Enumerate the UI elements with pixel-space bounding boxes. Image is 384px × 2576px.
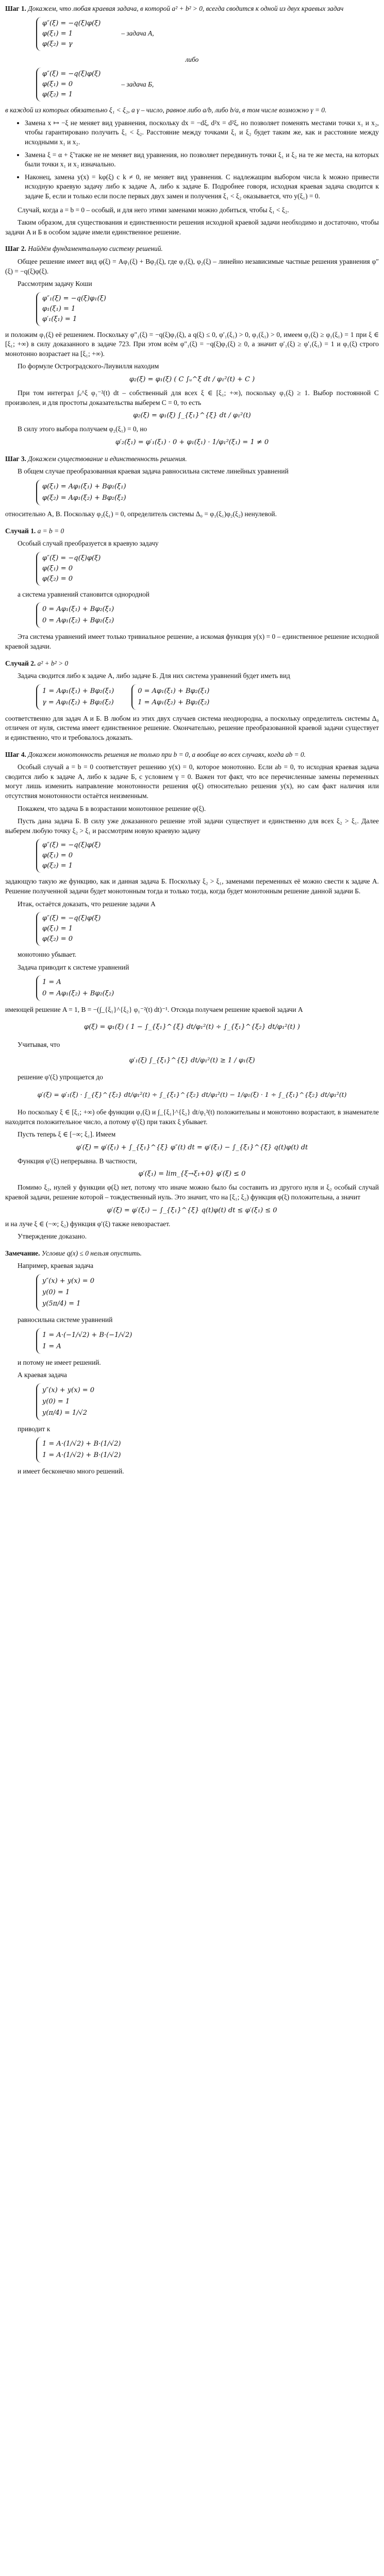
substitution-item: • Наконец, замена y(x) = kφ(ξ) с k ≠ 0, не меняет вид уравнения. С надлежащим выбором числа k можно привести исходную краевую задачу либо к задаче A, либо к задаче Б. Подробнее говоря, исходная краевая задача сводится к задаче Б, если и только если после первых двух замен и получения ξ₁ < ξ₂ оказывается, что y(ξ₁) = 0. (25, 173, 379, 201)
step4-paragraph: задающую такую же функцию, как и данная задача Б. Поскольку ξ₂ > ξ₁, заменами переменных её можно свести к задаче A. Решение полученной задачи будет монотонным тогда и только тогда, когда будет монотонным решение данной задачи Б. (5, 877, 379, 895)
special-boundary-system-body: φ″(ξ) = −q(ξ)φ(ξ) φ(ξ₁) = 0 φ(ξ₂) = 0 (36, 552, 106, 586)
example-equations-1-body: 1 = A·(−1/√2) + B·(−1/√2) 1 = A (36, 1328, 137, 1354)
step4-paragraph: Задача приводит к системе уравнений (18, 963, 129, 971)
step4-paragraph: Учитывая, что (18, 1040, 60, 1048)
step3-paragraph: Особый случай преобразуется в краевую задачу (18, 539, 159, 548)
step1-text: Докажем, что любая краевая задача, в которой a² + b² > 0, всегда сводится к одной из двух краевых задач (28, 5, 344, 12)
step4-heading: Шаг 4. (5, 750, 26, 758)
example-equations-2 (36, 1437, 379, 1463)
step2-title: Найдём фундаментальную систему решений. (28, 245, 163, 253)
equation-system (36, 975, 379, 1001)
step3-heading-line (5, 454, 379, 464)
remark-heading-line (5, 1249, 379, 1259)
step4-paragraph: Пусть теперь ξ ∈ [−∞; ξ₁]. Имеем (18, 1130, 116, 1139)
step2-paragraph: По формуле Остроградского-Лиувилля находим (18, 362, 159, 370)
formula-limit: φ′(ξ₁) = lim_{ξ→ξ₁+0} φ′(ξ) ≤ 0 (138, 1170, 246, 1178)
formula-solution-phi: φ(ξ) = φ₁(ξ) ( 1 − ∫_{ξ₁}^{ξ} dt/φ₁²(t) ÷ ∫_{ξ₁}^{ξ₂} dt/φ₁²(t) ) (84, 1023, 300, 1031)
task-a-system-body: φ″(ξ) = −q(ξ)φ(ξ) φ(ξ₁) = 1 φ(ξ₂) = 0 (36, 912, 106, 946)
case2-heading: Случай 2. (5, 659, 36, 667)
formula-phi2: φ₂(ξ) = φ₁(ξ) ∫_{ξ₁}^{ξ} dt / φ₁²(t) (133, 412, 251, 420)
special-boundary-system (36, 552, 379, 586)
case2-heading-line (5, 659, 379, 669)
case2-condition: a² + b² > 0 (37, 659, 69, 667)
homogeneous-system-body: 0 = Aφ₁(ξ₁) + Bφ₂(ξ₁) 0 = Aφ₁(ξ₂) + Bφ₂(ξ₂) (36, 602, 119, 628)
step2-paragraph: и положим φ₁(ξ) её решением. Поскольку φ″₁(ξ) = −q(ξ)φ₁(ξ), а q(ξ) ≤ 0, φ′₁(ξ₁) > 0, φ₁(ξ₁) > 0, имеем φ₁(ξ) ≥ φ₁(ξ₁) = 1 при ξ ∈ [ξ₁; +∞) в силу доказанного в задаче 723. При этом всём φ″₁(ξ) = −q(ξ)φ₁(ξ) ≥ 0, а значит φ′₁(ξ) ≥ φ′₁(ξ₁) = 1 и φ₁(ξ) строго монотонно возрастает на [ξ₁; +∞). (5, 330, 379, 358)
cauchy-system (36, 292, 379, 326)
system-task-a (36, 17, 379, 51)
step3-paragraph: Задача сводится либо к задаче A, либо задаче Б. Для них система уравнений будет иметь вид (18, 672, 290, 680)
cauchy-system-body: φ″₁(ξ) = −q(ξ)φ₁(ξ) φ₁(ξ₁) = 1 φ′₁(ξ₁) = 1 (36, 292, 111, 326)
step3-paragraph: В общем случае преобразованная краевая задача равносильна системе линейных уравнений (18, 467, 289, 476)
step3-heading: Шаг 3. (5, 454, 26, 463)
example-system-1 (36, 1274, 379, 1311)
remark-paragraph: и потому не имеет решений. (18, 1358, 101, 1366)
step2-paragraph: В силу этого выбора получаем φ₂(ξ₁) = 0, но (18, 425, 147, 433)
formula-phi2-derivative: φ′₂(ξ₁) = φ′₁(ξ₁) · 0 + φ₁(ξ₁) · 1/φ₁²(ξ₁) = 1 ≠ 0 (115, 438, 269, 446)
remark-paragraph: Например, краевая задача (18, 1262, 94, 1270)
step4-title: Докажем монотонность решения не только при b = 0, а вообще во всех случаях, когда ab = 0. (28, 750, 306, 758)
special-case-paragraph: Случай, когда a = b = 0 – особый, и для него этими заменами можно добиться, чтобы ξ₁ < ξ₂. (18, 206, 289, 214)
conclusion-paragraph: Таким образом, для существования и единственности решения исходной краевой задачи необходимо и достаточно, чтобы задачи A и Б в особом задаче имели единственное решение. (5, 218, 379, 236)
step2-paragraph: При том интеграл ∫ᵤ^ξ φ₁⁻²(t) dt – собственный для всех ξ ∈ [ξ₁; +∞), поскольку φ₁(ξ) ≥ 1. Выбор постоянной C произволен, и для простоты доказательства выберем C = 0, то есть (5, 389, 379, 406)
step2-heading-line (5, 244, 379, 254)
step4-paragraph: Помимо ξ₂, нулей у функции φ(ξ) нет, потому что иначе можно было бы составить из другого нуля и ξ₂ особый случай краевой задачи, решение которой – тождественный нуль. Это значит, что на [ξ₁; ξ₂) функция φ(ξ) положительна, а значит (5, 1183, 379, 1201)
example-equations-1 (36, 1328, 379, 1354)
system-task-a-note: – задача A, (121, 29, 154, 38)
substitution-list (5, 118, 379, 201)
equation-system-body: 1 = A 0 = Aφ₁(ξ₂) + Bφ₂(ξ₂) (36, 975, 119, 1001)
formula-inequality: φ′₁(ξ) ∫_{ξ₁}^{ξ} dt/φ₁²(t) ≥ 1 / φ₁(ξ) (129, 1057, 255, 1065)
example-system-1-body: y″(x) + y(x) = 0 y(0) = 1 y(5π/4) = 1 (36, 1274, 99, 1311)
substitution-item: • Замена ξ = α + ξ̃ также не не меняет вид уравнения, но позволяет передвинуть точки ξ₁ и ξ₂ на те же места, на которых были точки x₁ и x₂ изначально. (25, 150, 379, 170)
step1-paragraph (5, 4, 379, 14)
step3-title: Докажем существование и единственность решения. (28, 454, 187, 463)
step4-paragraph: Пусть дана задача Б. В силу уже доказанного решение этой задачи существует и единственно для всех ξ₂ > ξ₁. Далее выберем любую точку ξ₂ > ξ₁ и рассмотрим новую краевую задачу (5, 817, 379, 835)
step2-paragraph: Рассмотрим задачу Коши (18, 280, 92, 288)
step4-paragraph: Покажем, что задача Б в возрастании монотонное решение φ(ξ). (18, 804, 206, 812)
example-system-2 (36, 1383, 379, 1420)
step4-conclusion: Утверждение доказано. (18, 1232, 87, 1241)
case2-systems (36, 684, 379, 710)
step4-paragraph: Но поскольку ξ ∈ [ξ₁; +∞) обе функции φ₁(ξ) и ∫_{ξ₁}^{ξ₂} dt/φ₁²(t) положительны и монотонно возрастают, в знаменателе находится положительное число, а потому φ′(ξ) при таких ξ убывает. (5, 1108, 379, 1126)
or-word: либо (185, 55, 199, 63)
remark-heading: Замечание. (5, 1249, 40, 1257)
system-task-b (36, 67, 379, 101)
step4-paragraph: и на луче ξ ∈ (−∞; ξ₂) функция φ′(ξ) также невозрастает. (5, 1219, 171, 1228)
task-a-system (36, 912, 379, 946)
case1-heading-line (5, 527, 379, 536)
remark-text: Условие q(x) ≤ 0 нельзя опустить. (41, 1249, 142, 1257)
step4-paragraph: Функция φ′(ξ) непрерывна. В частности, (18, 1157, 137, 1165)
step4-paragraph: Итак, остаётся доказать, что решение задачи A (18, 900, 156, 908)
system-task-a-body: φ″(ξ) = −q(ξ)φ(ξ) φ(ξ₁) = 1 φ(ξ₂) = γ (36, 17, 106, 51)
linear-system-body: φ(ξ₁) = Aφ₁(ξ₁) + Bφ₂(ξ₁) φ(ξ₂) = Aφ₁(ξ₂) + Bφ₂(ξ₂) (36, 480, 131, 505)
case2-system-a: 1 = Aφ₁(ξ₁) + Bφ₂(ξ₁) γ = Aφ₁(ξ₂) + Bφ₂(ξ₂) (36, 684, 119, 710)
remark-paragraph: А краевая задача (18, 1371, 67, 1379)
step4-paragraph: имеющей решение A = 1, B = −(∫_{ξ₁}^{ξ₂} φ₁⁻²(t) dt)⁻¹. Отсюда получаем решение краевой задачи A (5, 1006, 303, 1014)
step2-heading: Шаг 2. (5, 245, 26, 253)
formula-liouville: φ₂(ξ) = φ₁(ξ) ( C ∫ᵤ^ξ dt / φ₁²(t) + C ) (129, 376, 255, 384)
step2-paragraph: Общее решение имеет вид φ(ξ) = Aφ₁(ξ) + Bφ₂(ξ), где φ₁(ξ), φ₂(ξ) – линейно независимые частные решения уравнения φ″(ξ) = −q(ξ)φ(ξ). (5, 257, 379, 275)
example-system-2-body: y″(x) + y(x) = 0 y(0) = 1 y(π/4) = 1/√2 (36, 1383, 99, 1420)
case1-condition: a = b = 0 (37, 527, 64, 535)
homogeneous-system (36, 602, 379, 628)
linear-system (36, 480, 379, 505)
new-boundary-system (36, 839, 379, 873)
remark-paragraph: равносильна системе уравнений (18, 1316, 113, 1324)
system-task-b-body: φ″(ξ) = −q(ξ)φ(ξ) φ(ξ₁) = 0 φ(ξ₂) = 1 (36, 67, 106, 101)
step4-paragraph: решение φ′(ξ) упрощается до (18, 1073, 103, 1081)
new-boundary-system-body: φ″(ξ) = −q(ξ)φ(ξ) φ(ξ₁) = 0 φ(ξ₂) = 1 (36, 839, 106, 873)
system-task-b-note: – задача Б, (121, 80, 154, 88)
step1-after: в каждой из которых обязательно ξ₁ < ξ₂, а γ – число, равное либо a/b, либо b/a, в том числе возможно γ = 0. (5, 106, 327, 114)
formula-derivative: φ′(ξ) = φ′₁(ξ) · ∫_{ξ}^{ξ₂} dt/φ₁²(t) ÷ ∫_{ξ₁}^{ξ₂} dt/φ₁²(t) − 1/φ₁(ξ) · 1 ÷ ∫_{ξ₁}^{ξ₂} dt/φ₁²(t) (37, 1091, 347, 1099)
step3-paragraph: а система уравнений становится однородной (18, 590, 149, 598)
step3-paragraph: относительно A, B. Поскольку φ₂(ξ₁) = 0, определитель системы Δ₀ = φ₁(ξ₁)φ₂(ξ₂) ненулевой. (5, 510, 277, 518)
substitution-item: • Замена x ↦ −ξ не меняет вид уравнения, поскольку dx = −dξ, d²x = d²ξ, но позволяет поменять местами точки x₁ и x₂, чтобы гарантировано получить ξ₁ < ξ₂. Расстояние между точками ξ₁ и ξ₂ будет таким же, как и расстояние между исходными x₁ и x₂. (25, 118, 379, 147)
formula-nonincreasing: φ′(ξ) = φ′(ξ₁) − ∫_{ξ₁}^{ξ} q(t)φ(t) dt ≤ φ′(ξ₁) ≤ 0 (107, 1206, 277, 1214)
example-equations-2-body: 1 = A·(1/√2) + B·(1/√2) 1 = A·(1/√2) + B·(1/√2) (36, 1437, 126, 1463)
step4-heading-line (5, 750, 379, 760)
step4-paragraph: Особый случай a = b = 0 соответствует решению y(x) = 0, которое монотонно. Если ab = 0, то исходная краевая задача сводится либо к задаче A, либо к задаче Б, с условием γ = 0. Важен тот факт, что все перечисленные замены переменных могут лишь изменить направление монотонности решения φ(ξ) относительно решения y(x), но сам факт наличия или отсутствия монотонности остаётся неизменным. (5, 763, 379, 800)
step3-paragraph: Эта система уравнений имеет только тривиальное решение, а искомая функция y(x) = 0 – единственное решение исходной краевой задачи. (5, 633, 379, 650)
step3-paragraph: соответственно для задач A и Б. В любом из этих двух случаев система неоднородна, а поскольку определитель системы Δ₀ отличен от нуля, система имеет единственное решение. Окончательно, решение преобразованной краевой задачи существует и единственно, что и требовалось доказать. (5, 714, 379, 741)
case1-heading: Случай 1. (5, 527, 36, 535)
step1-heading: Шаг 1. (5, 5, 26, 12)
remark-paragraph: приводит к (18, 1425, 51, 1433)
case2-system-b: 0 = Aφ₁(ξ₁) + Bφ₂(ξ₁) 1 = Aφ₁(ξ₂) + Bφ₂(ξ₂) (131, 684, 214, 710)
remark-paragraph: и имеет бесконечно много решений. (18, 1467, 124, 1476)
formula-integral-derivative: φ′(ξ) = φ′(ξ₁) + ∫_{ξ₁}^{ξ} φ″(t) dt = φ′(ξ₁) − ∫_{ξ₁}^{ξ} q(t)φ(t) dt (76, 1143, 308, 1151)
step4-paragraph: монотонно убывает. (18, 951, 77, 959)
